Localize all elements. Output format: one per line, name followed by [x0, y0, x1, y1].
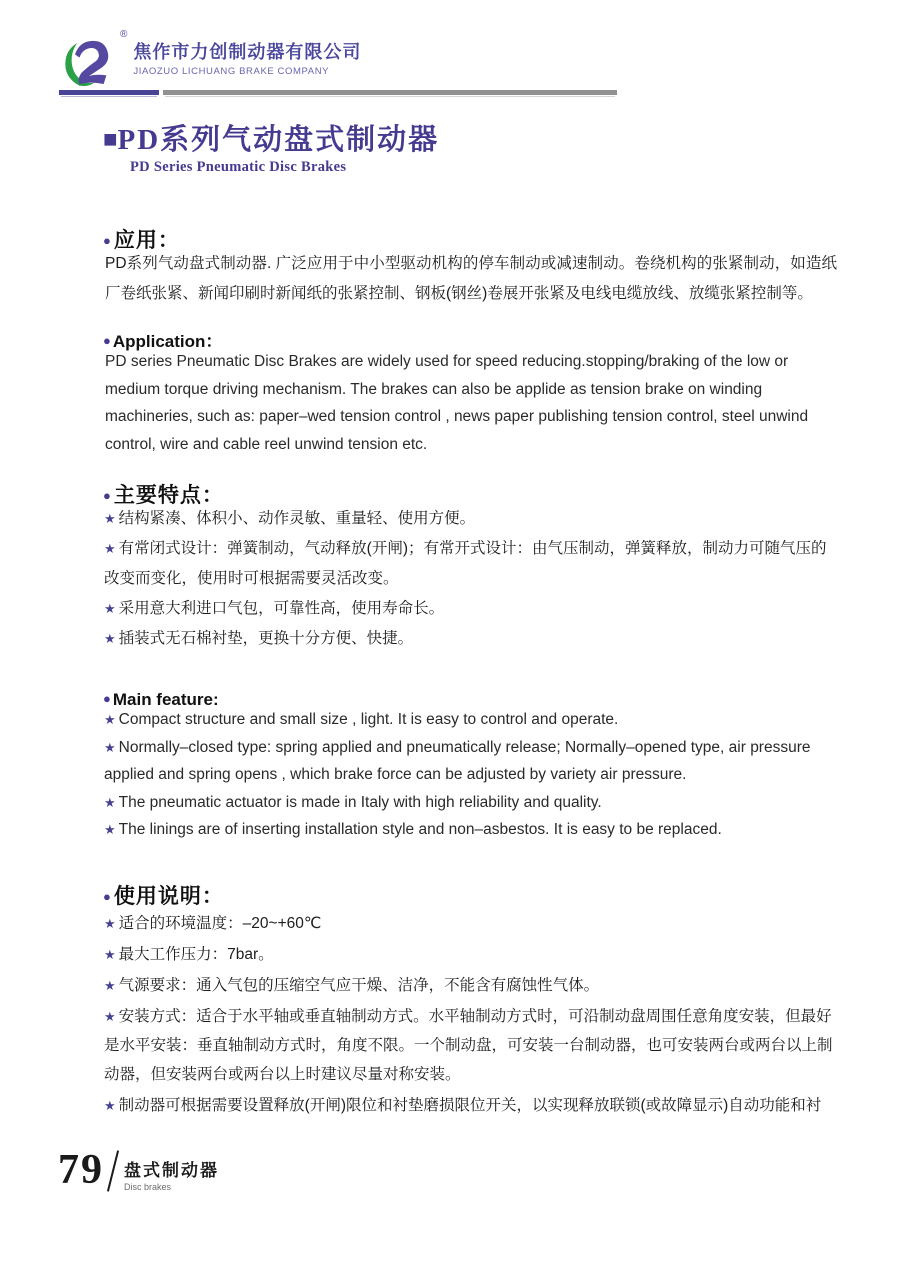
- page-title: [103, 124, 439, 156]
- star-icon: ★: [104, 947, 116, 962]
- feature-text: Compact structure and small size , light. It is easy to control and operate.: [118, 711, 619, 728]
- bullet-icon: ●: [103, 488, 112, 503]
- section-body-application-en: PD series Pneumatic Disc Brakes are widely used for speed reducing.stopping/braking of the low or medium torque driving mechanism. The brakes can also be applide as tension brake on winding machineries, such as: paper–wed tension control , news paper publishing tension control, steel unwind control, wire and cable reel unwind tension etc.: [105, 353, 809, 453]
- feature-item: [104, 734, 838, 789]
- usage-text: 最大工作压力：7bar。: [118, 946, 274, 963]
- usage-item: [104, 1002, 838, 1089]
- title-square-icon: ■: [103, 127, 118, 153]
- usage-text: 适合的环境温度：–20~+60℃: [118, 915, 322, 932]
- star-icon: ★: [104, 712, 116, 727]
- section-heading-text: Application：: [112, 332, 223, 351]
- star-icon: ★: [104, 739, 116, 755]
- header-rule-gray: [163, 90, 617, 95]
- feature-item: [104, 816, 838, 844]
- section-heading-text: 应用：: [113, 229, 180, 252]
- features-en-list: [104, 706, 838, 844]
- footer-label-en: Disc brakes: [124, 1182, 172, 1192]
- star-icon: ★: [104, 601, 116, 616]
- footer-label-cn: 盘式制动器: [124, 1161, 219, 1180]
- usage-text: 气源要求：通入气包的压缩空气应干燥、洁净，不能含有腐蚀性气体。: [118, 977, 600, 994]
- feature-item: [104, 594, 838, 624]
- star-icon: ★: [104, 978, 116, 993]
- star-icon: ★: [104, 1009, 116, 1024]
- footer-page-number: 79: [58, 1147, 104, 1193]
- feature-text: 插装式无石棉衬垫，更换十分方便、快捷。: [118, 630, 414, 647]
- company-logo-icon: [58, 36, 118, 90]
- company-name-cn: 焦作市力创制动器有限公司: [133, 42, 362, 62]
- usage-item: [104, 909, 838, 938]
- feature-text: 有常闭式设计：弹簧制动，气动释放(开闸)；有常开式设计：由气压制动，弹簧释放，制动力可随气压的改变而变化，使用时可根据需要灵活改变。: [104, 540, 827, 587]
- header-rule-purple: [59, 90, 159, 95]
- section-heading-text: 使用说明：: [113, 885, 224, 908]
- star-icon: ★: [104, 794, 116, 810]
- feature-item: [104, 789, 838, 817]
- section-heading-text: 主要特点：: [113, 484, 224, 507]
- page-title-block: [103, 124, 439, 176]
- usage-item: [104, 1091, 838, 1120]
- usage-item: [104, 971, 838, 1000]
- usage-list: [104, 909, 838, 1122]
- usage-item: [104, 940, 838, 969]
- usage-text: 制动器可根据需要设置释放(开闸)限位和衬垫磨损限位开关，以实现释放联锁(或故障显示)自动功能和衬: [118, 1097, 822, 1114]
- section-body-application-cn: PD系列气动盘式制动器. 广泛应用于中小型驱动机构的停车制动或减速制动。卷绕机构的张紧制动，如造纸厂卷纸张紧、新闻印刷时新闻纸的张紧控制、钢板(钢丝)卷展开张紧及电线电缆放线、放缆张紧控制等。: [105, 255, 837, 302]
- page-footer: [58, 1148, 219, 1192]
- features-cn-list: [104, 504, 838, 654]
- feature-item: [104, 706, 838, 734]
- bullet-icon: ●: [103, 691, 111, 706]
- feature-item: [104, 624, 838, 654]
- section-heading-usage: [103, 880, 224, 910]
- header-logo: [58, 30, 361, 90]
- star-icon: ★: [104, 1098, 116, 1113]
- bullet-icon: ●: [103, 889, 112, 904]
- star-icon: ★: [104, 541, 116, 556]
- star-icon: ★: [104, 631, 116, 646]
- page-title-text: PD系列气动盘式制动器: [117, 124, 440, 156]
- feature-item: [104, 504, 838, 534]
- feature-text: Normally–closed type: spring applied and pneumatically release; Normally–opened type, air pressure applied and spring opens , which brake force can be adjusted by variety air pressure.: [104, 738, 811, 783]
- footer-divider: [107, 1150, 119, 1191]
- feature-text: The linings are of inserting installation style and non–asbestos. It is easy to be replaced.: [118, 821, 722, 838]
- footer-labels: [124, 1156, 219, 1192]
- star-icon: ★: [104, 511, 116, 526]
- section-heading-text: Main feature:: [112, 690, 219, 709]
- feature-text: 结构紧凑、体积小、动作灵敏、重量轻、使用方便。: [118, 510, 476, 527]
- bullet-icon: ●: [103, 233, 112, 248]
- feature-item: [104, 534, 838, 594]
- feature-text: 采用意大利进口气包，可靠性高，使用寿命长。: [118, 600, 445, 617]
- usage-text: 安装方式：适合于水平轴或垂直轴制动方式。水平轴制动方式时，可沿制动盘周围任意角度安装，但最好是水平安装：垂直轴制动方式时，角度不限。一个制动盘，可安装一台制动器，也可安装两台或两台以上制动器，但安装两台或两台以上时建议尽量对称安装。: [104, 1008, 833, 1083]
- company-name-block: [133, 38, 361, 77]
- star-icon: ★: [104, 822, 116, 837]
- bullet-icon: ●: [103, 333, 111, 348]
- company-name-en: JIAOZUO LICHUANG BRAKE COMPANY: [133, 66, 330, 77]
- star-icon: ★: [104, 916, 116, 931]
- page-subtitle: PD Series Pneumatic Disc Brakes: [130, 159, 347, 175]
- feature-text: The pneumatic actuator is made in Italy with high reliability and quality.: [118, 793, 602, 811]
- registered-trademark-icon: ®: [120, 29, 128, 40]
